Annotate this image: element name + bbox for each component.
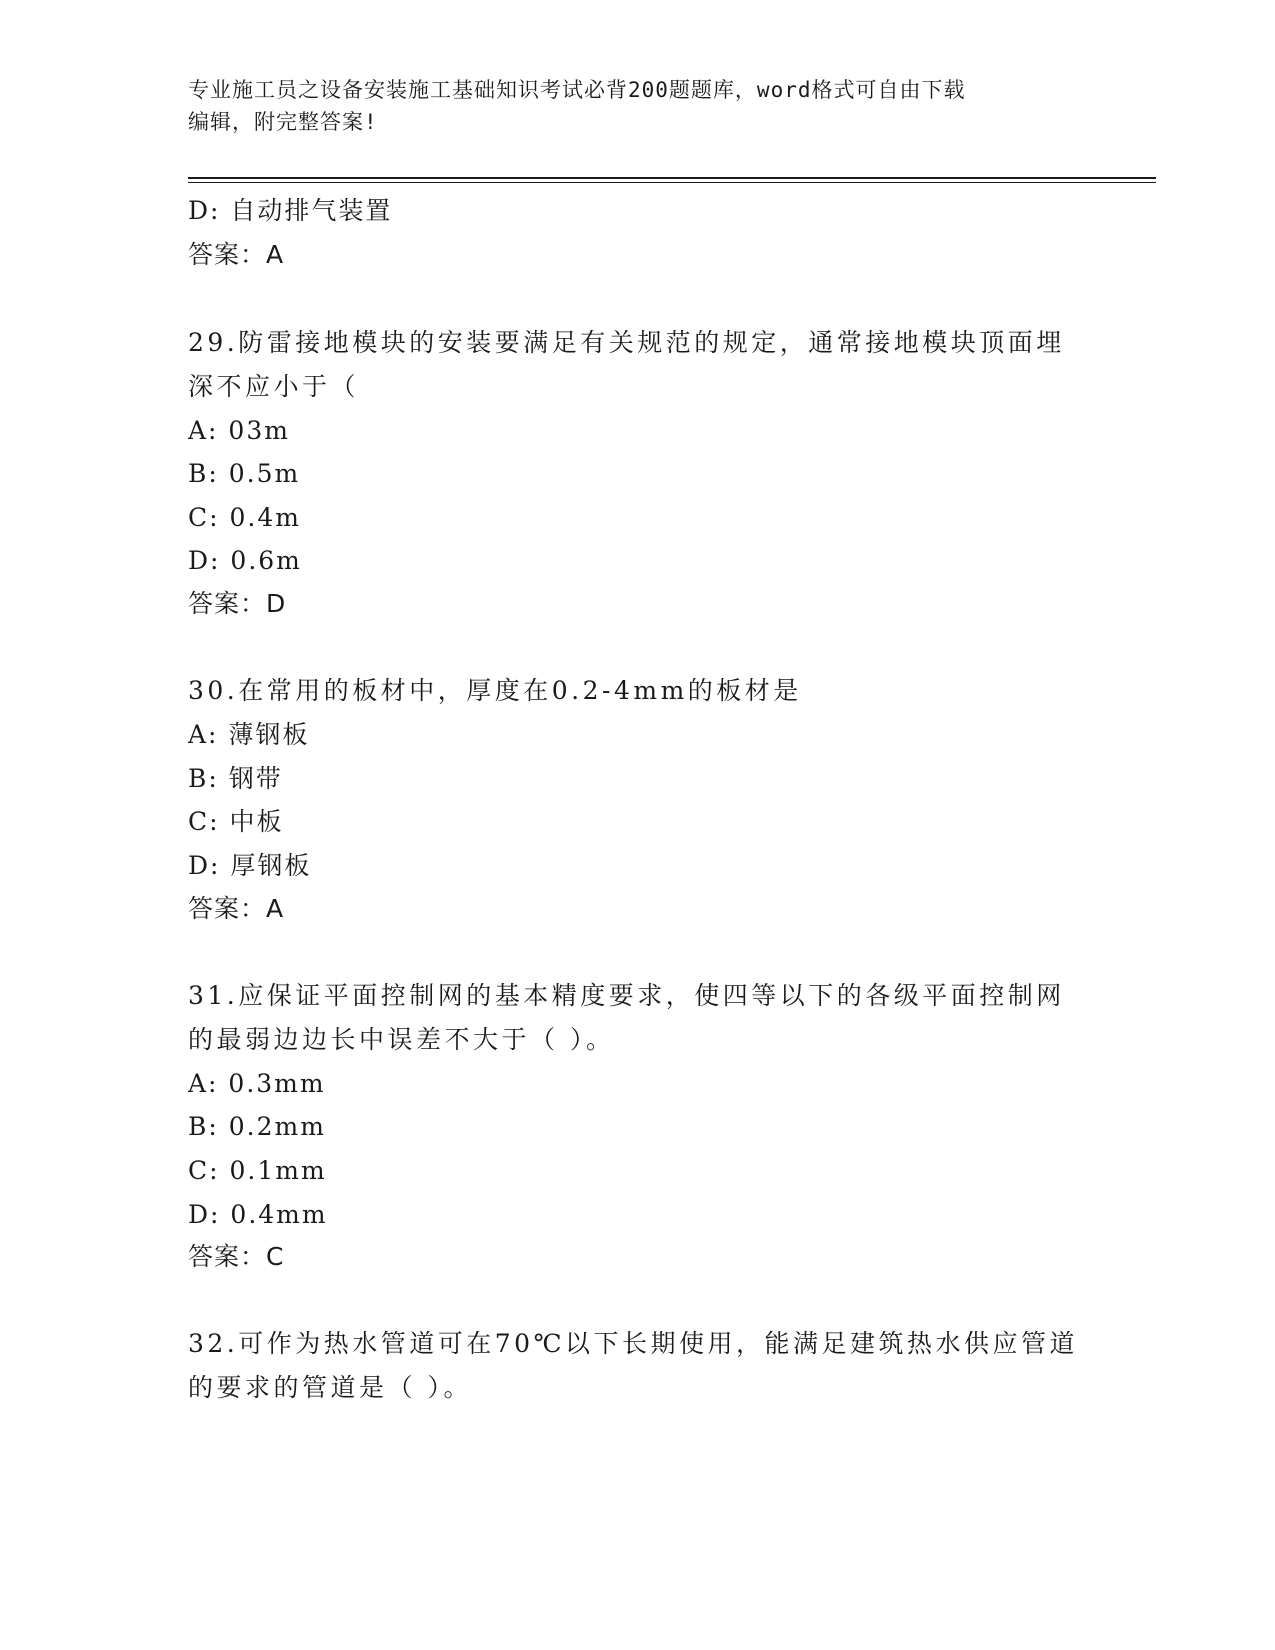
q29-option-c: C: 0.4m (188, 503, 301, 532)
q32-stem-line-2: 的要求的管道是（ ）。 (188, 1373, 472, 1402)
q30-option-c: C: 中板 (188, 807, 284, 836)
q31-option-b: B: 0.2mm (188, 1112, 326, 1141)
q31-answer: 答案：C (188, 1242, 285, 1271)
q30-option-d: D: 厚钢板 (188, 851, 312, 880)
q31-option-c: C: 0.1mm (188, 1156, 327, 1185)
q29-answer: 答案：D (188, 589, 287, 618)
header-line-1: 专业施工员之设备安装施工基础知识考试必背200题题库，word格式可自由下载 (188, 78, 966, 102)
q30-option-a: A: 薄钢板 (188, 720, 310, 749)
q29-option-d: D: 0.6m (188, 546, 302, 575)
q30-stem-line-1: 30.在常用的板材中，厚度在0.2-4mm的板材是 (188, 676, 802, 705)
q29-stem-line-2: 深不应小于（ (188, 372, 360, 401)
header-divider-thin (188, 182, 1156, 183)
q31-option-a: A: 0.3mm (188, 1069, 326, 1098)
q29-option-a: A: 03m (188, 416, 290, 445)
q30-answer: 答案：A (188, 894, 285, 923)
document-header (188, 74, 1088, 138)
header-divider-thick (188, 177, 1156, 179)
q30-option-b: B: 钢带 (188, 764, 283, 793)
q31-option-d: D: 0.4mm (188, 1200, 328, 1229)
q29-option-b: B: 0.5m (188, 459, 301, 488)
q31-stem-line-2: 的最弱边边长中误差不大于（ ）。 (188, 1025, 615, 1054)
q31-stem-line-1: 31.应保证平面控制网的基本精度要求，使四等以下的各级平面控制网 (188, 981, 1065, 1010)
prev-answer: 答案：A (188, 240, 285, 269)
q29-stem-line-1: 29.防雷接地模块的安装要满足有关规范的规定，通常接地模块顶面埋 (188, 328, 1065, 357)
prev-option-d: D: 自动排气装置 (188, 196, 393, 225)
q32-stem-line-1: 32.可作为热水管道可在70℃以下长期使用，能满足建筑热水供应管道 (188, 1329, 1079, 1358)
header-line-2: 编辑，附完整答案! (188, 110, 378, 134)
